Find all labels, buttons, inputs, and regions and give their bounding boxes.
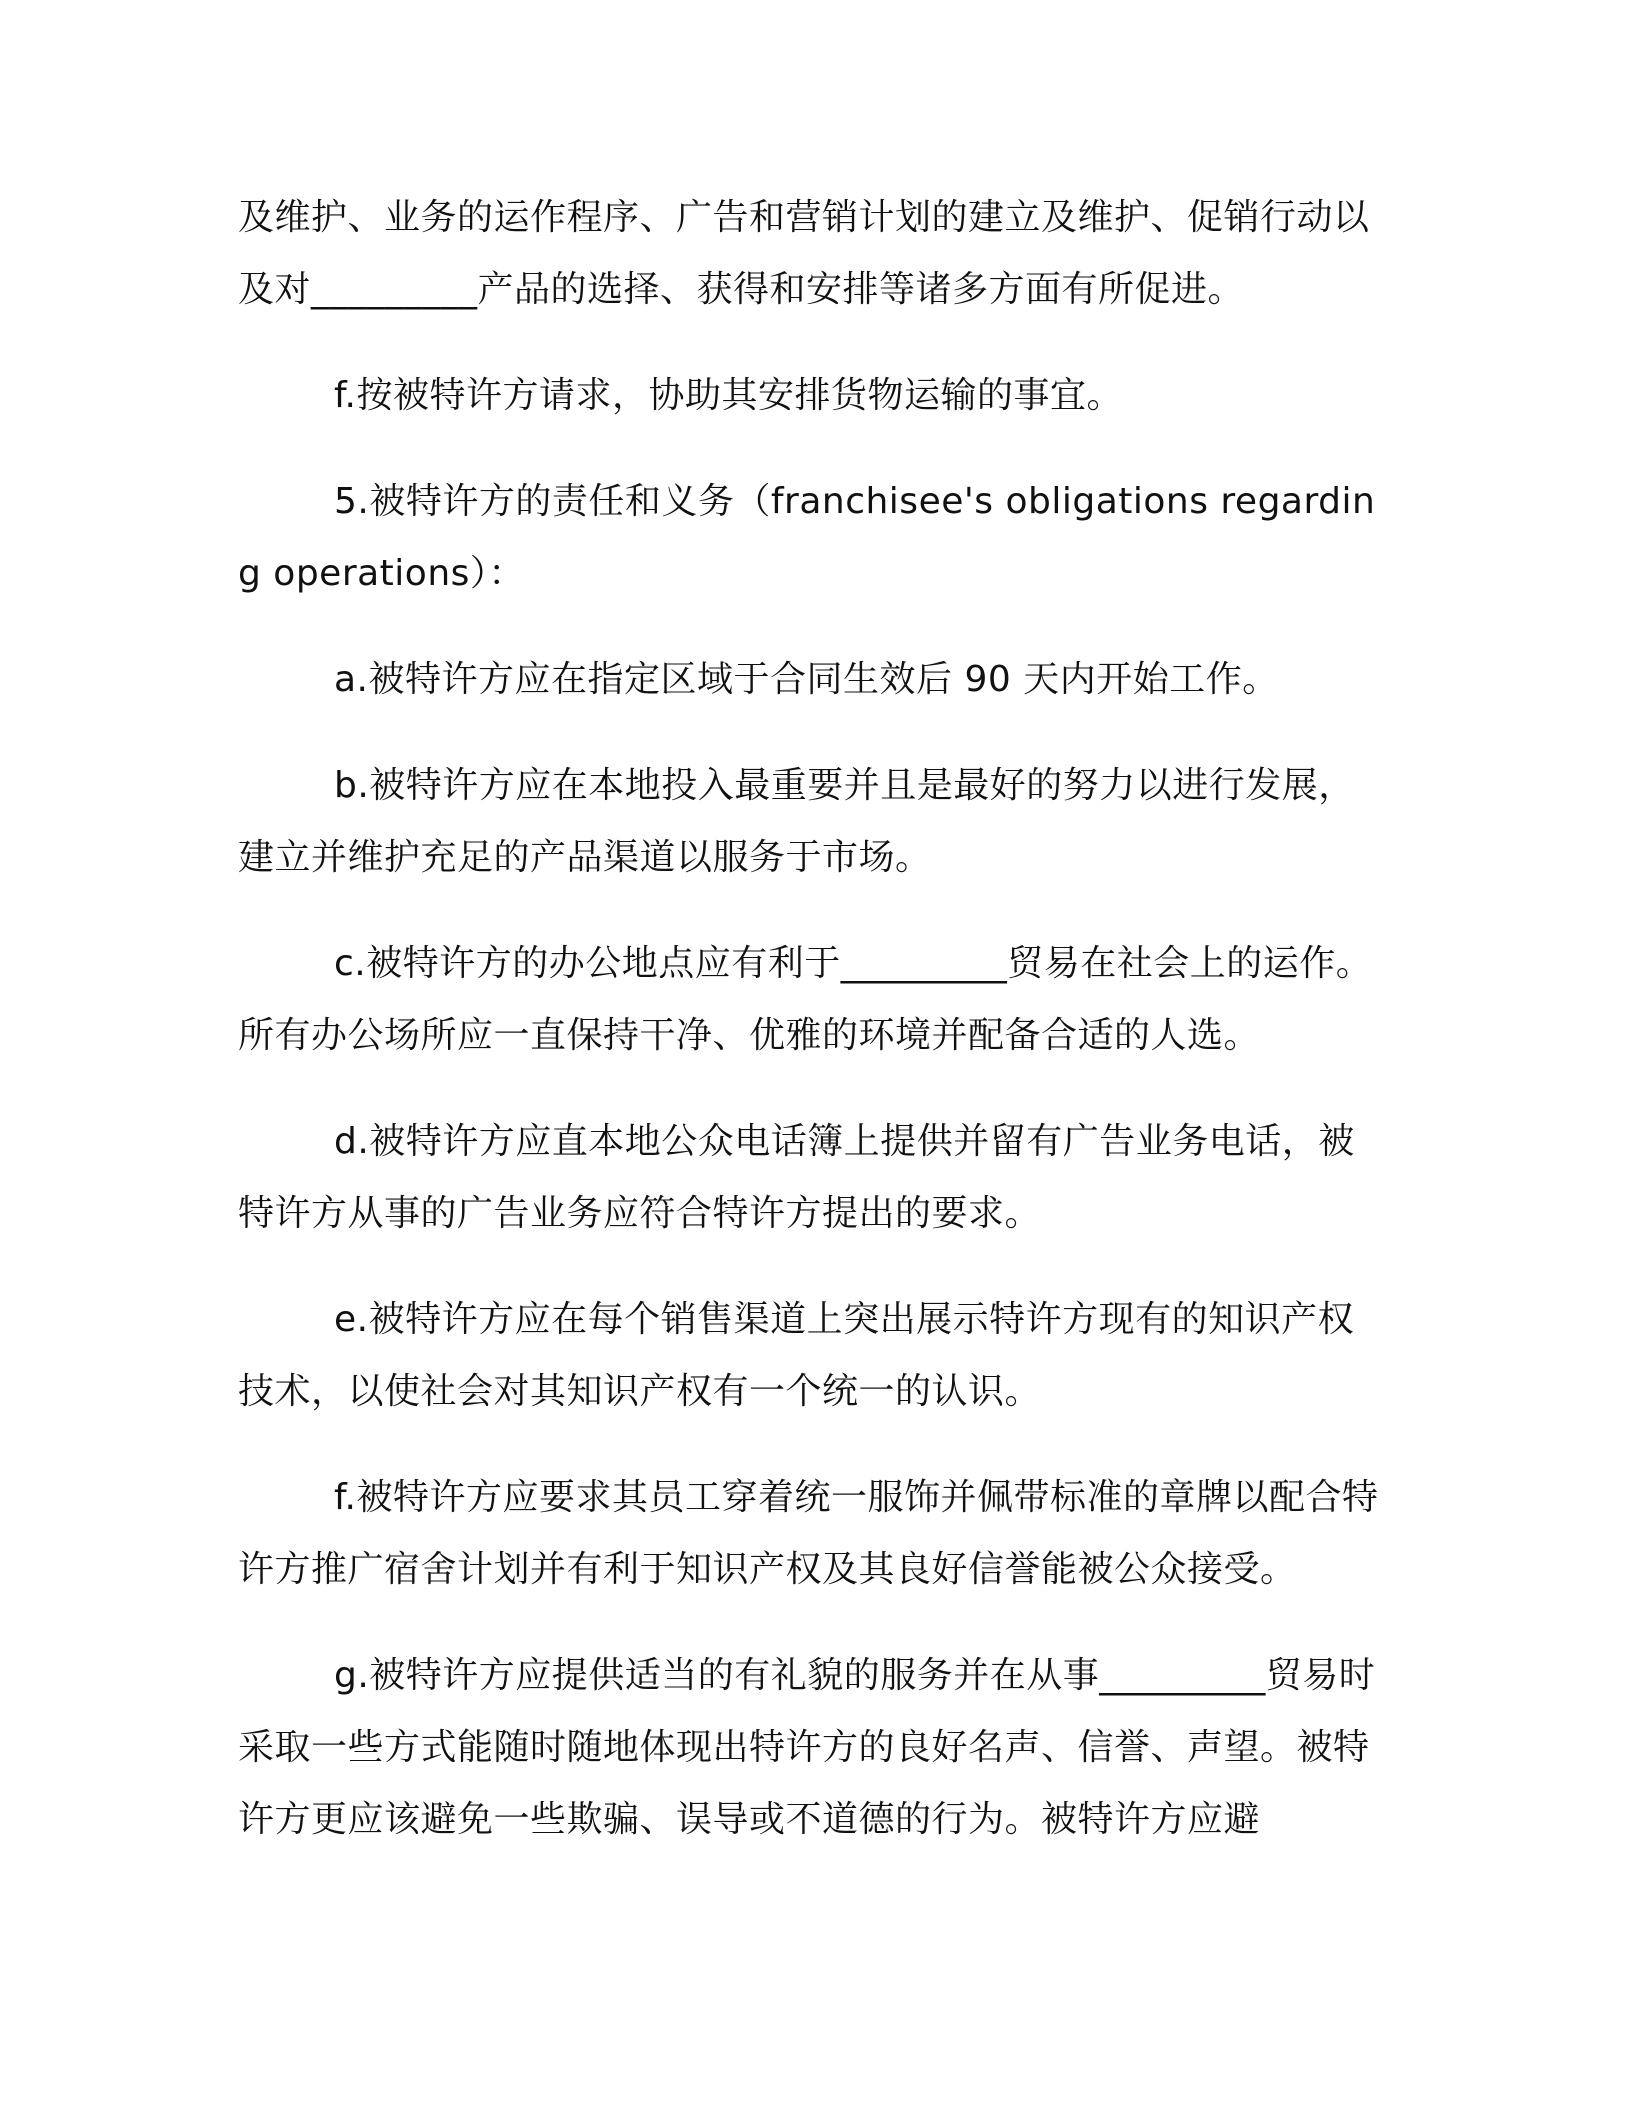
paragraph-item-c: c.被特许方的办公地点应有利于_________贸易在社会上的运作。所有办公场所应一直保持干净、优雅的环境并配备合适的人选。	[238, 943, 1373, 1056]
paragraph-item-b: b.被特许方应在本地投入最重要并且是最好的努力以进行发展，建立并维护充足的产品渠道以服务于市场。	[238, 765, 1355, 878]
paragraph-item-g: g.被特许方应提供适当的有礼貌的服务并在从事_________贸易时采取一些方式能随时随地体现出特许方的良好名声、信誉、声望。被特许方更应该避免一些欺骗、误导或不道德的行为。被特许方应避	[238, 1655, 1376, 1840]
paragraph-item-f-assist: f.按被特许方请求，协助其安排货物运输的事宜。	[334, 375, 1123, 416]
paragraph-item-d: d.被特许方应直本地公众电话簿上提供并留有广告业务电话，被特许方从事的广告业务应符合特许方提出的要求。	[238, 1121, 1355, 1234]
paragraph-item-e: e.被特许方应在每个销售渠道上突出展示特许方现有的知识产权技术，以使社会对其知识产权有一个统一的认识。	[238, 1299, 1355, 1412]
paragraph-continuation: 及维护、业务的运作程序、广告和营销计划的建立及维护、促销行动以及对_________产品的选择、获得和安排等诸多方面有所促进。	[238, 197, 1370, 310]
document-body	[238, 182, 1388, 1856]
paragraph-item-f-uniform: f.被特许方应要求其员工穿着统一服饰并佩带标准的章牌以配合特许方推广宿舍计划并有利于知识产权及其良好信誉能被公众接受。	[238, 1477, 1379, 1590]
paragraph-item-a: a.被特许方应在指定区域于合同生效后 90 天内开始工作。	[334, 659, 1279, 700]
section-5-heading: 5.被特许方的责任和义务（franchisee's obligations regarding operations）：	[238, 481, 1376, 594]
